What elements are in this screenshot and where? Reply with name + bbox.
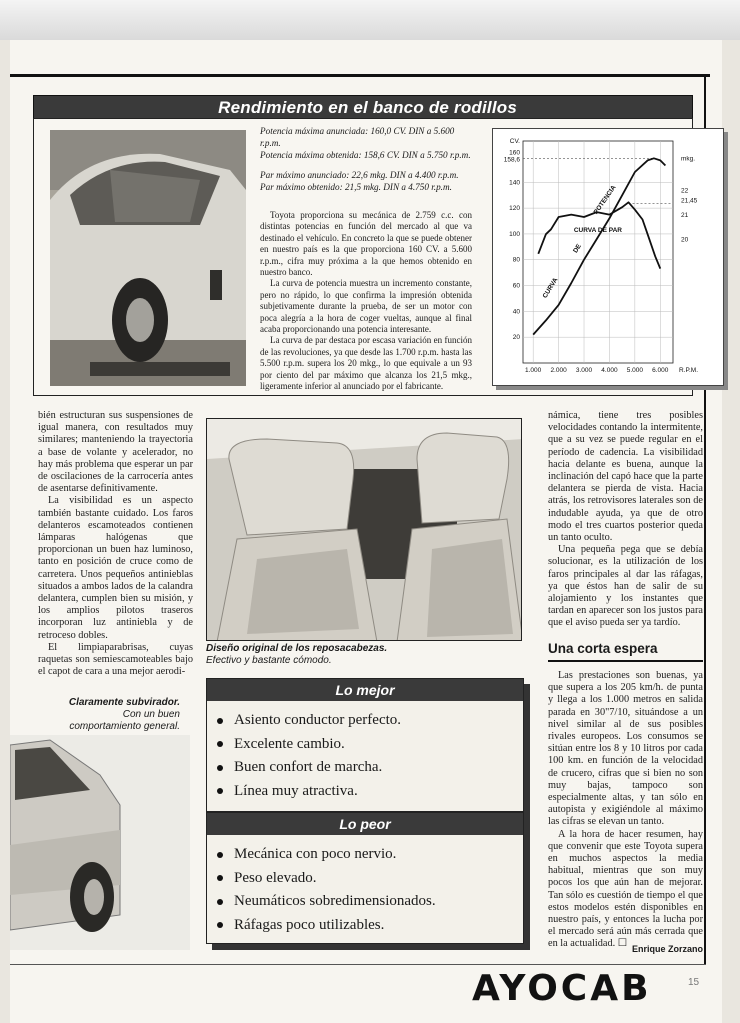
power-curve-label: CURVA: [541, 276, 560, 300]
y-left-tick-label: 20: [512, 334, 520, 342]
y-right-tick-label: 21,45: [681, 197, 698, 205]
bullet-icon: [217, 875, 223, 881]
list-item-text: Ráfagas poco utilizables.: [234, 916, 385, 933]
magazine-logo: AYOCAB: [472, 968, 652, 1009]
lo-peor-list: [207, 835, 523, 937]
y-left-tick-label: 60: [512, 282, 520, 290]
list-item: [217, 733, 523, 757]
dyno-paragraph: La curva de potencia muestra un incremento constante, pero no rápido, lo que confirma la impresión obtenida subjetivamente durante la prueba, de ser un motor con poca alegría a la hora de coger vueltas, aunque al final acaba proporcionando una potencia interesante.: [260, 278, 472, 335]
x-tick-label: 5.000: [626, 367, 644, 374]
section-text: [548, 670, 703, 951]
power-torque-chart: [492, 128, 724, 386]
plot-frame: [523, 141, 673, 363]
spec-torque-obtained: Par máximo obtenido: 21,5 mkg. DIN a 4.750 r.p.m.: [260, 182, 452, 192]
y-left-tick-label: 100: [509, 230, 520, 238]
lo-peor-box: [206, 812, 524, 944]
list-item: [217, 756, 523, 780]
bullet-icon: [217, 852, 223, 858]
car-caption-line1: Con un buen: [122, 709, 180, 720]
y-left-tick-label: 40: [512, 308, 520, 316]
x-tick-label: 4.000: [601, 367, 618, 374]
chart-canvas: [493, 129, 725, 387]
dyno-paragraph: Toyota proporciona su mecánica de 2.759 c.c. con distintas potencias en función del mercado al que va destinado el vehículo. En concreto la que se puede obtener en nuestro país es la que proporciona 160 CV. a 5.600 r.p.m., cifra muy próxima a la que hemos obtenido en nuestro banco.: [260, 210, 472, 278]
car-caption-line2: comportamiento general.: [69, 721, 180, 732]
body-paragraph: La visibilidad es un aspecto también bastante cuidado. Los faros delanteros escamoteados contienen lámparas halógenas que proporcionan un buen haz luminoso, tanto en posición de cruce como de carretera. Unos pequeños antinieblas situados a ambos lados de la calandra delantera, cumplen bien su misión, y los amplios pilotos traseros incorporan luz antiniebla y de retroceso dobles.: [38, 495, 193, 641]
list-item-text: Excelente cambio.: [234, 735, 345, 752]
body-paragraph: Una pequeña pega que se debía solucionar, es la utilización de los faros principales al dar las ráfagas, ya que éstos han de salir de su alojamiento y los instantes que tardan en aparecer son los justos para que el aviso pueda ser ya tardío.: [548, 544, 703, 629]
footer-rule: [10, 964, 706, 965]
list-item-text: Línea muy atractiva.: [234, 782, 358, 799]
x-tick-label: 1.000: [525, 367, 542, 374]
car-on-dyno-photo: [50, 130, 246, 386]
y-left-tick-label: 158,6: [503, 156, 520, 164]
list-item: [217, 867, 523, 891]
spec-power-announced: Potencia máxima anunciada: 160,0 CV. DIN a 5.600 r.p.m.: [260, 126, 455, 148]
spec-torque-announced: Par máximo anunciado: 22,6 mkg. DIN a 4.400 r.p.m.: [260, 170, 459, 180]
dyno-text: [260, 210, 472, 393]
body-paragraph: bién estructuran sus suspensiones de igual manera, con resultados muy similares; manteniendo la trayectoria a base de volante y acelerador, no hay más problema que esperar un par de oscilaciones de la carrocería antes de asentarse definitivamente.: [38, 410, 193, 495]
y-right-tick-label: 21: [681, 212, 689, 220]
y-left-tick-label: 80: [512, 256, 520, 264]
list-item: [217, 780, 523, 804]
y-right-axis-label: mkg.: [681, 155, 696, 163]
body-paragraph: Las prestaciones son buenas, ya que supera a los 205 km/h. de punta y llega a los 1.000 metros en salida parada en 30"7/10, situándose a un nivel similar al de sus posibles rivales europeos. Los consumos se sitúan entre los 8 y 10 litros por cada 100 km. en función de la velocidad de crucero, cifras que si bien no son muy bajas, tampoco son especialmente altas, y tan sólo en autopista y exigiéndole al máximo las cifras se elevan un tanto.: [548, 670, 703, 828]
section-heading: Una corta espera: [548, 641, 658, 656]
y-left-tick-label: 160: [509, 149, 520, 157]
list-item-text: Neumáticos sobredimensionados.: [234, 893, 436, 910]
lo-mejor-list: [207, 701, 523, 803]
body-paragraph: El limpiaparabrisas, cuyas raquetas son semiescamoteables bajo el capot de cara a una mejor aerodi-: [38, 641, 193, 678]
x-tick-label: 3.000: [575, 367, 593, 374]
box-title: Rendimiento en el banco de rodillos: [218, 98, 517, 117]
list-item-text: Peso elevado.: [234, 869, 317, 886]
bullet-icon: [217, 741, 223, 747]
bullet-icon: [217, 765, 223, 771]
y-left-axis-label: CV.: [509, 138, 520, 145]
list-item: [217, 890, 523, 914]
torque-curve-label: CURVA DE PAR: [573, 226, 623, 234]
seats-caption-text: Efectivo y bastante cómodo.: [206, 655, 332, 666]
y-right-tick-label: 22: [681, 187, 689, 195]
author-name: Enrique Zorzano: [632, 944, 704, 954]
car-caption: [40, 697, 180, 733]
x-axis-label: R.P.M.: [679, 367, 699, 374]
power-curve-label: DE: [572, 242, 583, 255]
list-item: [217, 709, 523, 733]
list-item-text: Asiento conductor perfecto.: [234, 712, 402, 729]
list-item-text: Mecánica con poco nervio.: [234, 846, 397, 863]
bullet-icon: [217, 718, 223, 724]
body-paragraph: A la hora de hacer resumen, hay que convenir que este Toyota supera en muchos aspectos la media habitual, mientras que son muy pocos los que aún han de mejorar. Tan sólo es cuestión de tiempo el que estos modelos estén disponibles en nuestro país, y entonces la lucha por el mercado será aún más cerrada que en la actualidad. ☐: [548, 828, 703, 950]
dyno-specs: [260, 125, 472, 201]
box-header: [33, 95, 693, 119]
bullet-icon: [217, 899, 223, 905]
body-paragraph: námica, tiene tres posibles velocidades contando la intermitente, que a su vez se puede regular en el período de cadencia. La visibilidad hacia delante es buena, aunque la inclinación del capó hace que la parte delantera se pierda de vista. Hacia atrás, los retrovisores laterales son de indudable ayuda, ya que de otro modo el tres cuartos posterior queda un tanto oculto.: [548, 410, 703, 544]
seats-caption: [206, 643, 526, 667]
column-left: [38, 410, 193, 678]
top-rule: [10, 74, 710, 77]
y-right-tick-label: 20: [681, 236, 689, 244]
page-number: 15: [688, 977, 700, 988]
lo-peor-title: Lo peor: [207, 813, 523, 835]
lo-mejor-title: Lo mejor: [207, 679, 523, 701]
power-curve-label: POTENCIA: [592, 184, 618, 216]
y-left-tick-label: 140: [509, 179, 520, 187]
dyno-paragraph: La curva de par destaca por escasa variación en función de las revoluciones, ya que desde las 1.700 r.p.m. hasta las 5.500 r.p.m. supera los 20 mkg., lo que equivale a un 93 por ciento del par máximo que alcanza los 21,5 mkg., ligeramente inferior al anunciado por el fabricante.: [260, 335, 472, 392]
scan-background: [0, 0, 740, 40]
bullet-icon: [217, 922, 223, 928]
x-tick-label: 6.000: [652, 367, 669, 374]
power-curve: [533, 158, 665, 334]
seats-photo: [206, 418, 522, 641]
y-left-tick-label: 120: [509, 205, 520, 213]
x-tick-label: 2.000: [550, 367, 567, 374]
section-rule: [548, 660, 703, 662]
car-caption-bold: Claramente subvirador.: [68, 697, 180, 708]
list-item: [217, 843, 523, 867]
car-side-photo: [10, 735, 190, 950]
lo-mejor-box: [206, 678, 524, 812]
list-item: [217, 914, 523, 938]
list-item-text: Buen confort de marcha.: [234, 759, 383, 776]
spec-power-obtained: Potencia máxima obtenida: 158,6 CV. DIN a 5.750 r.p.m.: [260, 150, 471, 160]
bullet-icon: [217, 788, 223, 794]
seats-caption-bold: Diseño original de los reposacabezas.: [206, 643, 388, 654]
column-right: [548, 410, 703, 630]
